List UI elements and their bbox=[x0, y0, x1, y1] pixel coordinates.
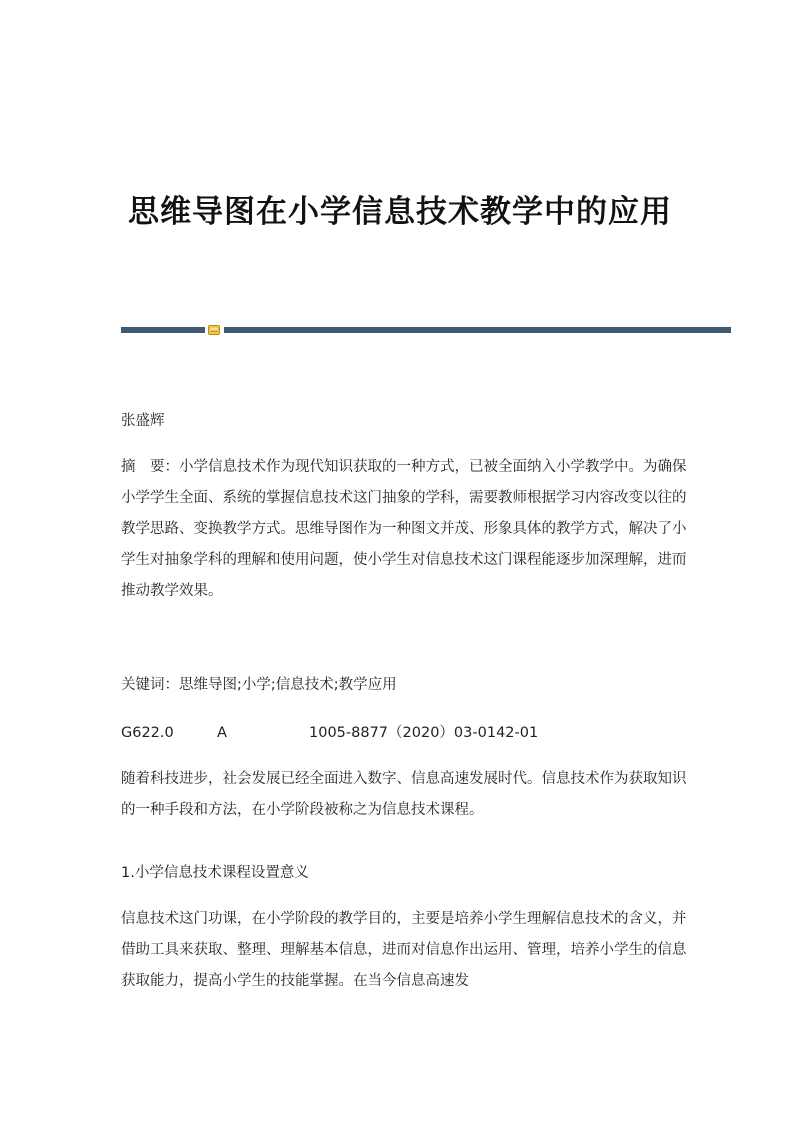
divider-bar-left bbox=[121, 327, 205, 333]
document-code: A bbox=[217, 725, 227, 741]
keywords bbox=[121, 670, 691, 701]
classification-line bbox=[121, 718, 691, 749]
keywords-text: 思维导图;小学;信息技术;教学应用 bbox=[179, 677, 397, 693]
document-title: 思维导图在小学信息技术教学中的应用 bbox=[128, 194, 672, 230]
divider-gem-icon bbox=[208, 325, 220, 335]
intro-paragraph: 随着科技进步，社会发展已经全面进入数字、信息高速发展时代。信息技术作为获取知识的一种手段和方法，在小学阶段被称之为信息技术课程。 bbox=[121, 771, 687, 818]
clc-number: G622.0 bbox=[121, 725, 174, 741]
abstract-label: 摘 要： bbox=[121, 459, 179, 475]
keywords-label: 关键词： bbox=[121, 677, 179, 693]
abstract-text: 小学信息技术作为现代知识获取的一种方式，已被全面纳入小学教学中。为确保小学学生全面、系统的掌握信息技术这门抽象的学科，需要教师根据学习内容改变以往的教学思路、变换教学方式。思维导图作为一种图文并茂、形象具体的教学方式，解决了小学生对抽象学科的理解和使用问题，使小学生对信息技术这门课程能逐步加深理解，进而推动教学效果。 bbox=[121, 459, 687, 599]
article-id: 1005-8877（2020）03-0142-01 bbox=[309, 725, 539, 741]
section-paragraph: 信息技术这门功课，在小学阶段的教学目的，主要是培养小学生理解信息技术的含义，并借助工具来获取、整理、理解基本信息，进而对信息作出运用、管理，培养小学生的信息获取能力，提高小学生的技能掌握。在当今信息高速发 bbox=[121, 911, 687, 989]
author-name: 张盛辉 bbox=[121, 413, 165, 429]
divider-bar-right bbox=[224, 327, 731, 333]
section-heading: 1.小学信息技术课程设置意义 bbox=[121, 865, 309, 881]
title-divider bbox=[121, 325, 731, 334]
abstract bbox=[121, 452, 691, 607]
